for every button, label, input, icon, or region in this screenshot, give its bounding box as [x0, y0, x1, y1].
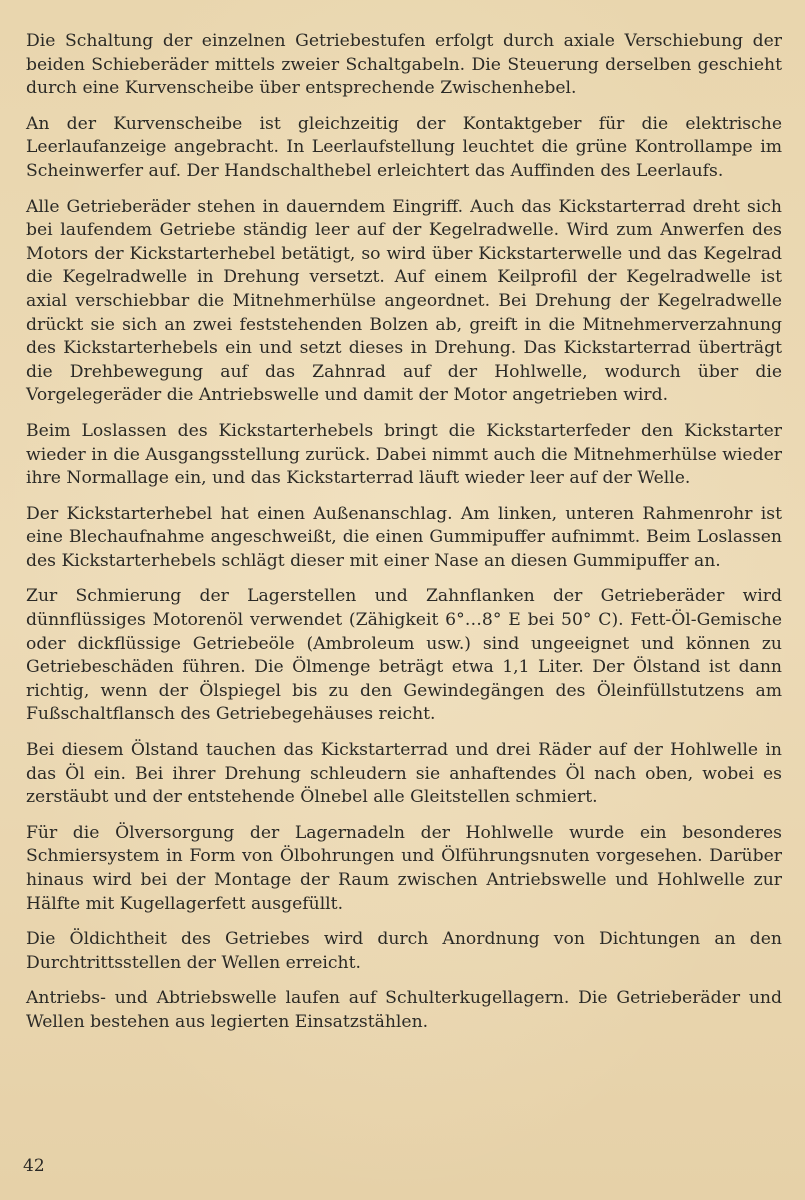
paragraph-oil-sealing: Die Öldichtheit des Getriebes wird durch Anordnung von Dichtungen an den Durchtrittsstellen der Wellen erreicht. [26, 929, 782, 973]
page-body-text [26, 30, 782, 1047]
paragraph-kickstarter-stop: Der Kickstarterhebel hat einen Außenanschlag. Am linken, unteren Rahmenrohr ist eine Blechaufnahme angeschweißt, die einen Gummipuffer aufnimmt. Beim Loslassen des Kickstarterhebels schlägt dieser mit einer Nase an diesen Gummipuffer an. [26, 503, 782, 571]
paragraph-bearings: Antriebs- und Abtriebswelle laufen auf Schulterkugellagern. Die Getrieberäder und Wellen bestehen aus legierten Einsatzstählen. [26, 988, 782, 1032]
paragraph-lubrication: Zur Schmierung der Lagerstellen und Zahnflanken der Getrieberäder wird dünnflüssiges Motorenöl verwendet (Zähigkeit 6°…8° E bei 50° C). Fett-Öl-Gemische oder dickflüssige Getriebeöle (Ambroleum usw.) sind ungeeignet und können zu Getriebeschäden führen. Die Ölmenge beträgt etwa 1,1 Liter. Der Ölstand ist dann richtig, wenn der Ölspiegel bis zu den Gewindegängen des Öleinfüllstutzens am Fußschaltflansch des Getriebegehäuses reicht. [26, 586, 782, 725]
paragraph-gear-shifting: Die Schaltung der einzelnen Getriebestufen erfolgt durch axiale Verschiebung der beiden Schieberäder mittels zweier Schaltgabeln. Die Steuerung derselben geschieht durch eine Kurvenscheibe über entsprechende Zwischenhebel. [26, 31, 782, 99]
paragraph-oil-level: Bei diesem Ölstand tauchen das Kickstarterrad und drei Räder auf der Hohlwelle in das Öl ein. Bei ihrer Drehung schleudern sie anhaftendes Öl nach oben, wobei es zerstäubt und der entstehende Ölnebel alle Gleitstellen schmiert. [26, 740, 782, 808]
paragraph-kickstarter-release: Beim Loslassen des Kickstarterhebels bringt die Kickstarterfeder den Kickstarter wieder in die Ausgangsstellung zurück. Dabei nimmt auch die Mitnehmerhülse wieder ihre Normallage ein, und das Kickstarterrad läuft wieder leer auf der Welle. [26, 420, 782, 489]
paragraph-kickstarter-mechanism: Alle Getrieberäder stehen in dauerndem Eingriff. Auch das Kickstarterrad dreht sich bei laufendem Getriebe ständig leer auf der Kegelradwelle. Wird zum Anwerfen des Motors der Kickstarterhebel betätigt, so wird über Kickstarterwelle und das Kegelrad die Kegelradwelle in Drehung versetzt. Auf einem Keilprofil der Kegelradwelle ist axial verschiebbar die Mitnehmerhülse angeordnet. Bei Drehung der Kegelradwelle drückt sie sich an zwei feststehenden Bolzen ab, greift in die Mitnehmerverzahnung des Kickstarterhebels ein und setzt dieses in Drehung. Das Kickstarterrad überträgt die Drehbewegung auf das Zahnrad auf der Hohlwelle, wodurch über die Vorgelegeräder die Antriebswelle und damit der Motor angetrieben wird. [26, 196, 782, 406]
page-number: 42 [23, 1156, 45, 1176]
paragraph-neutral-indicator: An der Kurvenscheibe ist gleichzeitig der Kontaktgeber für die elektrische Leerlaufanzeige angebracht. In Leerlaufstellung leuchtet die grüne Kontrollampe im Scheinwerfer auf. Der Handschalthebel erleichtert das Auffinden des Leerlaufs. [26, 113, 782, 181]
paragraph-oil-supply: Für die Ölversorgung der Lagernadeln der Hohlwelle wurde ein besonderes Schmiersystem in Form von Ölbohrungen und Ölführungsnuten vorgesehen. Darüber hinaus wird bei der Montage der Raum zwischen Antriebswelle und Hohlwelle zur Hälfte mit Kugellagerfett ausgefüllt. [26, 822, 782, 914]
